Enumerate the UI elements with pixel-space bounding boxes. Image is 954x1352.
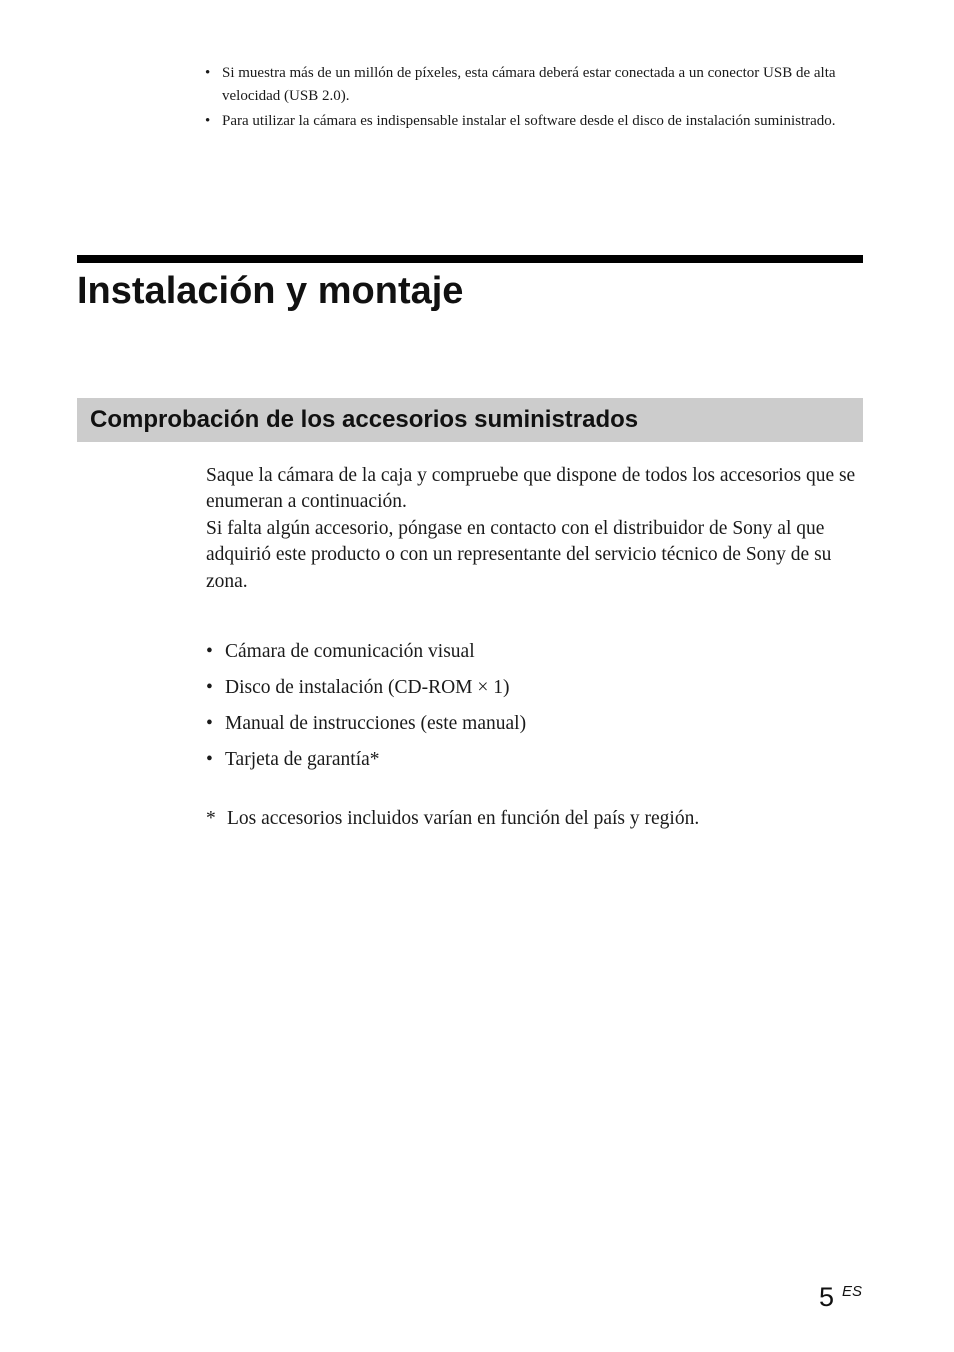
note-item <box>205 62 865 108</box>
bullet-icon: • <box>205 113 211 129</box>
list-item <box>206 674 846 710</box>
list-item <box>206 710 846 746</box>
accessory-label: Manual de instrucciones (este manual) <box>225 713 527 734</box>
accessories-list <box>206 638 846 782</box>
accessory-label: Tarjeta de garantía* <box>225 749 380 770</box>
footnote <box>206 805 846 832</box>
accessory-label: Disco de instalación (CD-ROM × 1) <box>225 677 510 698</box>
page-number: 5 <box>818 1282 834 1312</box>
note-text: Para utilizar la cámara es indispensable instalar el software desde el disco de instalación suministrado. <box>222 113 836 129</box>
page-language: ES <box>842 1283 863 1300</box>
intro-paragraph: Saque la cámara de la caja y compruebe que dispone de todos los accesorios que se enumeran a continuación. <box>206 465 856 513</box>
list-item <box>206 638 846 674</box>
bullet-icon: • <box>206 713 213 734</box>
section-title: Comprobación de los accesorios suministrados <box>90 406 639 433</box>
section-header <box>77 398 863 442</box>
list-item <box>206 746 846 782</box>
chapter-title: Instalación y montaje <box>77 270 464 312</box>
footnote-mark: * <box>206 808 216 829</box>
footnote-text: Los accesorios incluidos varían en función del país y región. <box>227 808 700 829</box>
intro-text <box>206 463 866 595</box>
bullet-icon: • <box>205 65 211 81</box>
accessory-label: Cámara de comunicación visual <box>225 641 475 662</box>
bullet-icon: • <box>206 749 213 770</box>
note-item <box>205 110 865 133</box>
top-notes <box>205 62 865 135</box>
note-text: Si muestra más de un millón de píxeles, esta cámara deberá estar conectada a un conector USB de alta velocidad (USB 2.0). <box>222 65 836 104</box>
bullet-icon: • <box>206 677 213 698</box>
bullet-icon: • <box>206 641 213 662</box>
intro-paragraph: Si falta algún accesorio, póngase en contacto con el distribuidor de Sony al que adquirió este producto o con un representante del servicio técnico de Sony de su zona. <box>206 517 832 592</box>
chapter-rule <box>77 255 863 263</box>
